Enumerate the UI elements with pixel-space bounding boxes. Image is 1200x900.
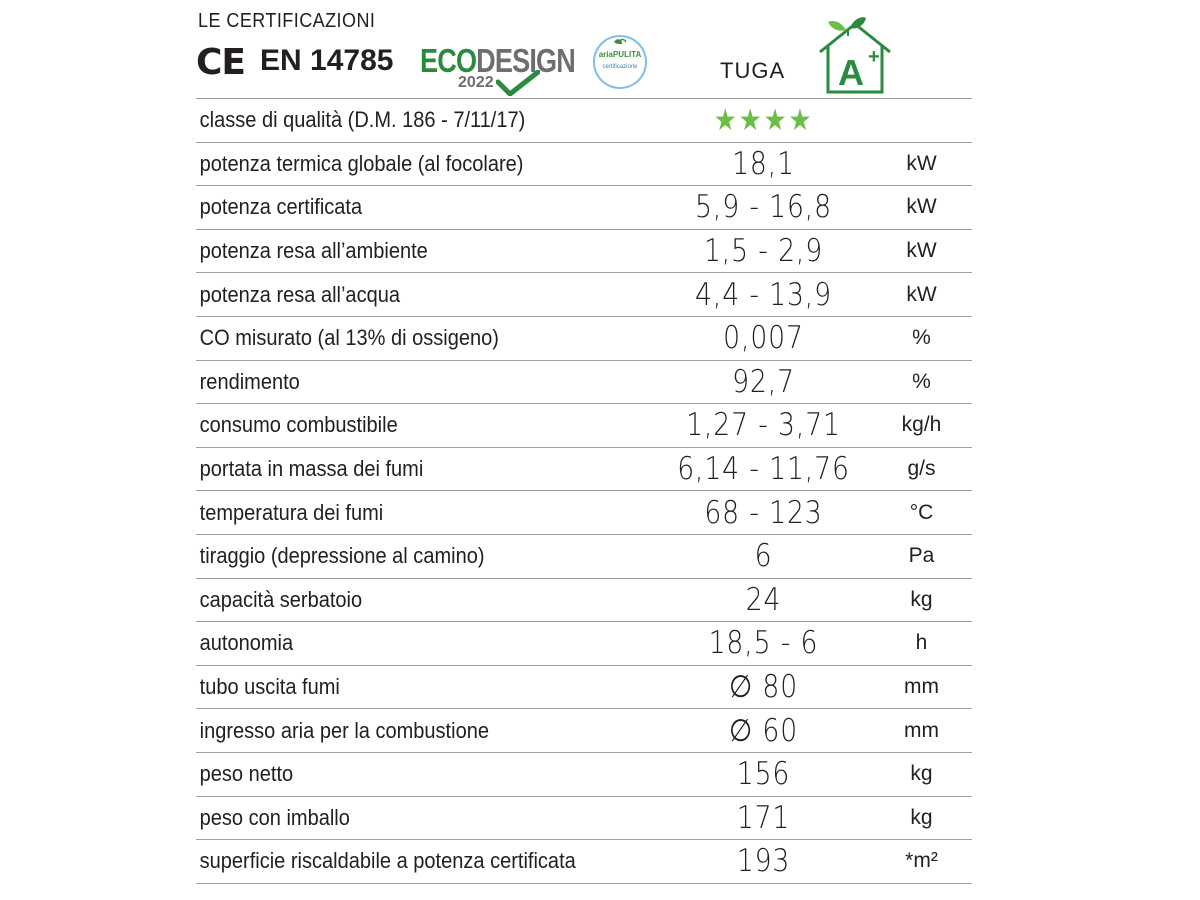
spec-value: 18,1 <box>732 145 795 182</box>
ecodesign-design: DESIGN <box>476 42 576 79</box>
spec-label: consumo combustibile <box>199 412 398 438</box>
spec-unit: kW <box>906 151 937 175</box>
spec-value: 4,4 - 13,9 <box>695 276 832 313</box>
spec-unit: kg <box>910 762 933 786</box>
table-row <box>196 99 972 143</box>
table-row <box>196 578 972 622</box>
table-row <box>196 796 972 840</box>
ecodesign-eco: ECO <box>420 42 477 79</box>
quality-stars <box>671 99 856 143</box>
model-name: TUGA <box>720 58 786 83</box>
spec-label: potenza resa all’acqua <box>199 281 400 307</box>
spec-value: 92,7 <box>732 363 795 400</box>
spec-value: 156 <box>736 756 791 793</box>
spec-unit: kW <box>906 239 937 263</box>
spec-value: 193 <box>736 843 791 880</box>
spec-label: potenza termica globale (al focolare) <box>199 150 524 176</box>
energy-class-badge <box>814 16 896 96</box>
spec-value: 24 <box>745 581 782 618</box>
spec-label: peso netto <box>199 761 294 787</box>
energy-class-plus: + <box>868 46 880 68</box>
spec-unit: Pa <box>908 544 935 568</box>
spec-label: capacità serbatoio <box>199 586 363 612</box>
spec-value: 6 <box>754 538 773 575</box>
spec-label: ingresso aria per la combustione <box>199 717 489 743</box>
spec-unit: g/s <box>907 457 936 481</box>
aria-pulita-badge <box>592 34 648 90</box>
table-row <box>196 404 972 448</box>
ce-mark: CE <box>196 42 246 83</box>
table-row <box>196 186 972 230</box>
spec-unit <box>871 99 972 143</box>
spec-unit: h <box>915 631 928 655</box>
spec-unit: kW <box>906 282 937 306</box>
spec-unit: kW <box>906 195 937 219</box>
aria-pulita-sub: certificazione <box>602 64 638 70</box>
spec-value: ∅ 60 <box>728 712 799 749</box>
spec-value: 68 - 123 <box>704 494 823 531</box>
certifications-header <box>196 0 972 99</box>
norm-label: EN 14785 <box>260 44 394 77</box>
check-icon <box>496 70 540 96</box>
spec-unit: kg <box>910 587 933 611</box>
spec-unit: °C <box>909 500 934 524</box>
table-row <box>196 316 972 360</box>
table-row <box>196 840 972 884</box>
table-row <box>196 229 972 273</box>
aria-pulita-name: ariaPULITA <box>598 50 642 59</box>
ecodesign-logo <box>420 40 580 96</box>
spec-unit: kg/h <box>901 413 942 437</box>
spec-label: peso con imballo <box>199 804 350 830</box>
spec-label: CO misurato (al 13% di ossigeno) <box>199 325 499 351</box>
spec-unit: mm <box>904 718 939 742</box>
spec-unit: % <box>912 326 931 350</box>
table-row <box>196 709 972 753</box>
table-row <box>196 447 972 491</box>
spec-value: 0,007 <box>723 320 804 357</box>
section-title: LE CERTIFICAZIONI <box>198 10 376 32</box>
spec-value: 18,5 - 6 <box>708 625 819 662</box>
spec-unit: mm <box>904 675 939 699</box>
spec-label: rendimento <box>199 368 300 394</box>
spec-unit: kg <box>910 805 933 829</box>
table-row <box>196 273 972 317</box>
spec-value: 171 <box>736 799 791 836</box>
spec-value: ∅ 80 <box>728 669 799 706</box>
spec-unit: % <box>912 369 931 393</box>
spec-unit: *m² <box>905 849 938 873</box>
table-row <box>196 491 972 535</box>
specs-table <box>196 98 972 884</box>
energy-class-letter: A <box>838 52 864 93</box>
spec-value: 1,27 - 3,71 <box>686 407 841 444</box>
spec-label: superficie riscaldabile a potenza certificata <box>199 848 576 874</box>
table-row <box>196 534 972 578</box>
table-row <box>196 665 972 709</box>
spec-label: tiraggio (depressione al camino) <box>199 543 485 569</box>
ecodesign-year: 2022 <box>458 74 494 91</box>
spec-label: potenza certificata <box>199 194 363 220</box>
spec-value: 6,14 - 11,76 <box>677 451 850 488</box>
table-row <box>196 142 972 186</box>
star-icon: ★★★★ <box>713 103 814 139</box>
spec-label: potenza resa all’ambiente <box>199 238 428 264</box>
spec-label: tubo uscita fumi <box>199 674 340 700</box>
badge-circle-icon <box>592 34 648 90</box>
table-row <box>196 752 972 796</box>
spec-label: autonomia <box>199 630 294 656</box>
spec-value: 5,9 - 16,8 <box>695 189 832 226</box>
table-row <box>196 622 972 666</box>
spec-label: temperatura dei fumi <box>199 499 384 525</box>
table-row <box>196 360 972 404</box>
spec-value: 1,5 - 2,9 <box>703 233 824 270</box>
spec-label: classe di qualità (D.M. 186 - 7/11/17) <box>199 107 526 133</box>
spec-label: portata in massa dei fumi <box>199 456 424 482</box>
